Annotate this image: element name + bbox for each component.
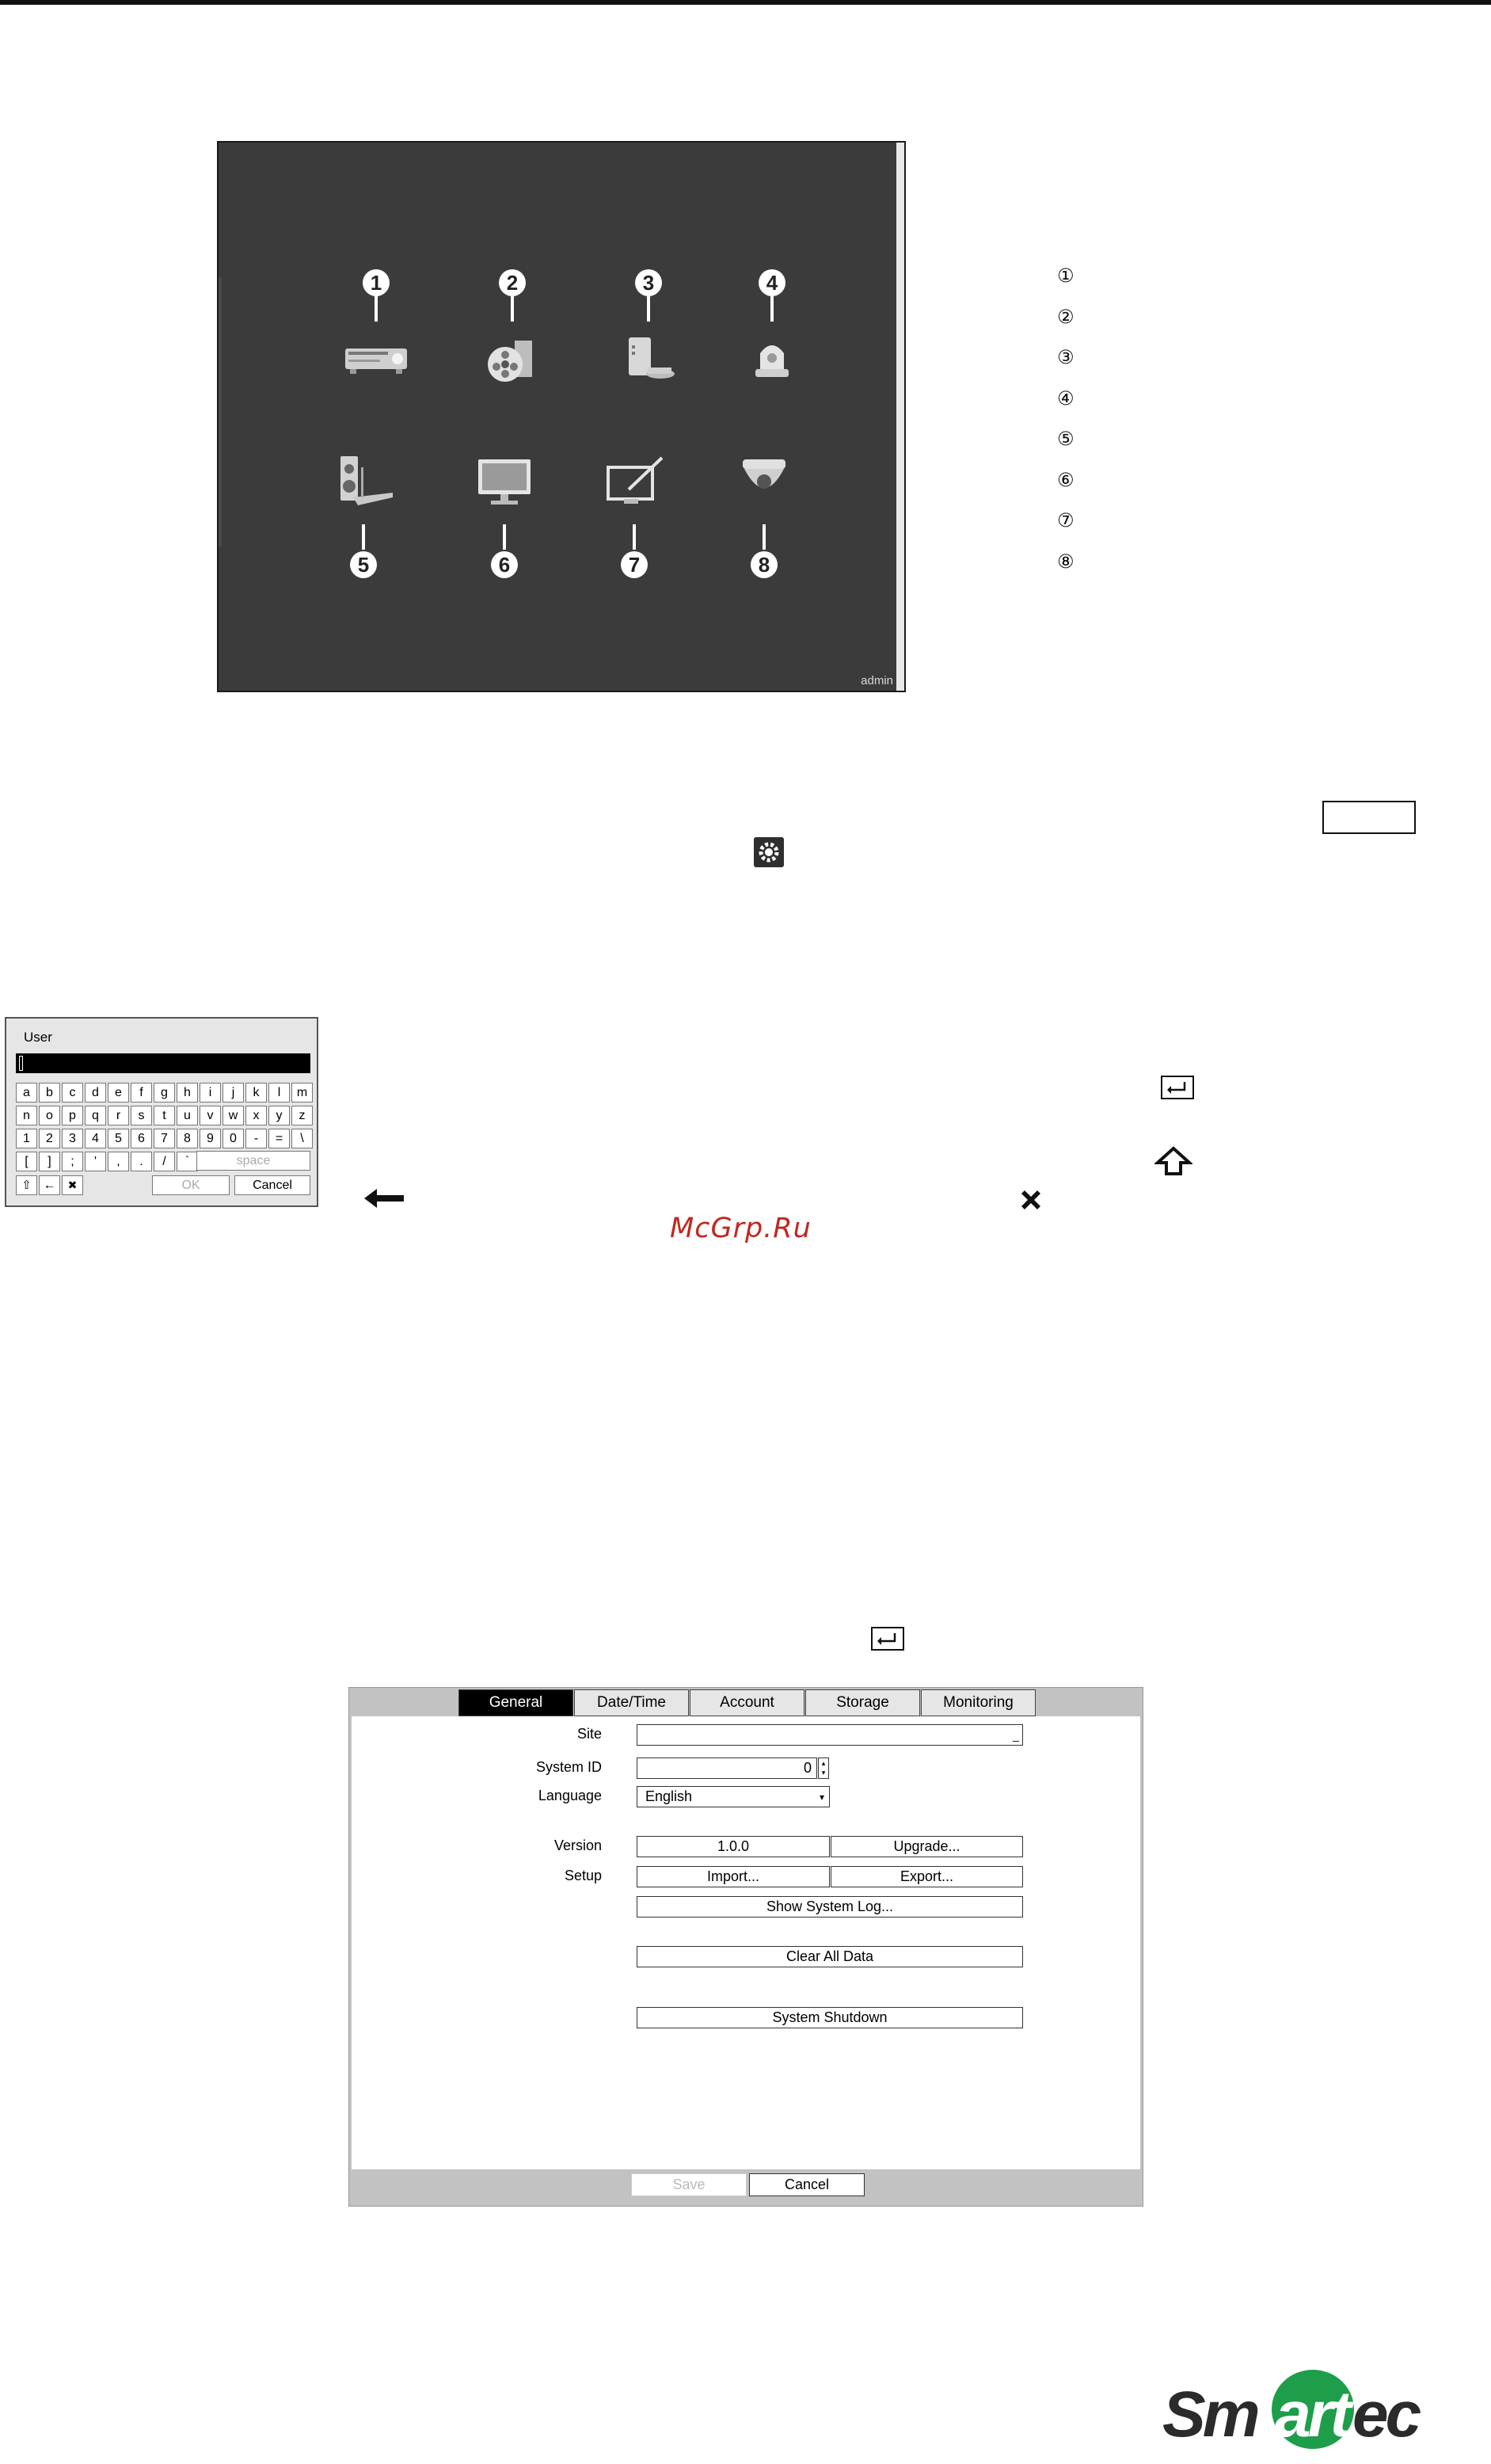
menu-divider: [219, 277, 222, 546]
keyboard-key[interactable]: b: [39, 1083, 60, 1103]
menu-item-display[interactable]: [464, 451, 543, 634]
callout-number: 2: [499, 269, 526, 296]
page-top-rule: [0, 0, 1491, 5]
keyboard-key[interactable]: r: [108, 1106, 129, 1125]
chevron-down-icon: ▾: [819, 1792, 824, 1803]
cancel-button[interactable]: Cancel: [749, 2173, 865, 2196]
keyboard-key[interactable]: x: [245, 1106, 267, 1125]
dvr-icon: [342, 323, 410, 391]
keyboard-key[interactable]: 2: [39, 1129, 60, 1148]
keyboard-key[interactable]: 6: [131, 1129, 152, 1148]
legend-item: ⑦: [1057, 509, 1075, 531]
storage-icon: [614, 323, 683, 391]
callout-number: 5: [350, 551, 377, 578]
tab-general[interactable]: General: [458, 1689, 573, 1716]
keyboard-key[interactable]: ;: [62, 1152, 83, 1171]
legend-item: ②: [1057, 305, 1075, 328]
legend-item: ⑤: [1057, 428, 1075, 450]
siren-icon: [738, 323, 806, 391]
speaker-icon: [329, 451, 397, 520]
smartec-logo: [1156, 2368, 1441, 2455]
menu-item-recording[interactable]: [472, 269, 551, 451]
setup-body: [352, 1716, 1140, 2169]
space-key[interactable]: space: [196, 1151, 310, 1171]
keyboard-key[interactable]: t: [154, 1106, 175, 1125]
callout-line: [503, 524, 506, 550]
menu-scrollbar: [896, 143, 904, 691]
site-label: Site: [576, 1726, 602, 1742]
svg-text:art: art: [1275, 2378, 1348, 2451]
keyboard-key[interactable]: j: [223, 1083, 244, 1103]
shift-arrow-icon: [1154, 1145, 1192, 1177]
system-shutdown-button[interactable]: System Shutdown: [637, 2007, 1023, 2028]
import-button[interactable]: Import...: [637, 1866, 830, 1887]
callout-number: 6: [491, 551, 518, 578]
keyboard-key[interactable]: [: [16, 1152, 37, 1171]
callout-line: [511, 296, 514, 322]
menu-item-system[interactable]: [336, 269, 415, 451]
keyboard-key[interactable]: f: [131, 1083, 152, 1103]
keyboard-key[interactable]: y: [268, 1106, 290, 1125]
callout-line: [770, 296, 774, 322]
keyboard-key[interactable]: 1: [16, 1129, 37, 1148]
language-value: English: [645, 1788, 693, 1804]
monitor-icon: [470, 451, 538, 520]
keyboard-key[interactable]: -: [245, 1129, 267, 1148]
cancel-button[interactable]: Cancel: [234, 1175, 310, 1195]
menu-item-storage[interactable]: [608, 269, 687, 451]
keyboard-key[interactable]: w: [223, 1106, 244, 1125]
keyboard-key[interactable]: =: [268, 1129, 290, 1148]
shift-key[interactable]: ⇧: [16, 1175, 37, 1195]
tablet-pen-icon: [600, 451, 668, 520]
callout-number: 3: [635, 269, 662, 296]
enter-key-icon: [871, 1627, 904, 1651]
system-id-stepper[interactable]: ▴ ▾: [818, 1758, 829, 1779]
keyboard-key[interactable]: s: [131, 1106, 152, 1125]
keyboard-key[interactable]: `: [177, 1152, 198, 1171]
keyboard-key[interactable]: ,: [108, 1152, 129, 1171]
keyboard-key[interactable]: e: [108, 1083, 129, 1103]
show-system-log-button[interactable]: Show System Log...: [637, 1896, 1023, 1918]
keyboard-input-field[interactable]: [16, 1053, 310, 1073]
keyboard-key[interactable]: u: [177, 1106, 198, 1125]
keyboard-key[interactable]: 4: [85, 1129, 106, 1148]
callout-number: 7: [621, 551, 648, 578]
callout-line: [375, 296, 378, 322]
tab-date-time[interactable]: Date/Time: [574, 1689, 689, 1716]
keyboard-key[interactable]: v: [200, 1106, 221, 1125]
legend-item: ④: [1057, 387, 1075, 409]
logged-in-user: admin: [861, 674, 893, 687]
menu-item-camera[interactable]: [724, 451, 803, 634]
keyboard-key[interactable]: d: [85, 1083, 106, 1103]
text-cursor: [19, 1056, 23, 1071]
menu-item-event[interactable]: [732, 269, 811, 451]
tab-monitoring[interactable]: Monitoring: [921, 1689, 1036, 1716]
menu-legend: [1057, 260, 1075, 586]
setup-tabs: [458, 1689, 1036, 1716]
site-ellipsis-icon: _: [1013, 1729, 1019, 1742]
keyboard-key[interactable]: i: [200, 1083, 221, 1103]
dome-camera-icon: [730, 451, 798, 520]
keyboard-title: User: [24, 1030, 52, 1045]
ok-button[interactable]: OK: [152, 1175, 230, 1195]
export-button[interactable]: Export...: [831, 1866, 1023, 1887]
svg-text:ec: ec: [1352, 2378, 1419, 2451]
upgrade-button[interactable]: Upgrade...: [831, 1836, 1023, 1857]
keyboard-key[interactable]: n: [16, 1106, 37, 1125]
tab-storage[interactable]: Storage: [805, 1689, 920, 1716]
legend-item: ①: [1057, 265, 1075, 287]
system-id-input[interactable]: 0: [637, 1758, 817, 1779]
keyboard-key[interactable]: /: [154, 1152, 175, 1171]
keyboard-key[interactable]: z: [291, 1106, 313, 1125]
keyboard-key[interactable]: k: [245, 1083, 267, 1103]
language-select[interactable]: [637, 1786, 830, 1807]
svg-text:Sm: Sm: [1162, 2378, 1257, 2451]
keyboard-key[interactable]: 8: [177, 1129, 198, 1148]
inline-button-frame: [1322, 801, 1416, 834]
menu-item-device[interactable]: [323, 451, 402, 634]
keyboard-key[interactable]: 9: [200, 1129, 221, 1148]
keyboard-key[interactable]: 7: [154, 1129, 175, 1148]
keyboard-key[interactable]: .: [131, 1152, 152, 1171]
setup-gear-icon: [754, 837, 784, 867]
legend-item: ⑧: [1057, 550, 1075, 573]
keyboard-key[interactable]: ': [85, 1152, 106, 1171]
callout-line: [633, 524, 636, 550]
keyboard-key[interactable]: h: [177, 1083, 198, 1103]
version-label: Version: [553, 1838, 602, 1853]
backspace-key[interactable]: ←: [39, 1175, 60, 1195]
callout-line: [647, 296, 650, 322]
clear-all-data-button[interactable]: Clear All Data: [637, 1946, 1023, 1967]
clear-x-icon: [1017, 1186, 1044, 1213]
keyboard-key[interactable]: 5: [108, 1129, 129, 1148]
keyboard-key[interactable]: m: [291, 1083, 313, 1103]
keyboard-key[interactable]: \: [291, 1129, 313, 1148]
callout-line: [362, 524, 365, 550]
keyboard-key[interactable]: p: [62, 1106, 83, 1125]
enter-key-icon: [1161, 1076, 1194, 1099]
keyboard-key[interactable]: c: [62, 1083, 83, 1103]
version-value: 1.0.0: [637, 1836, 830, 1857]
clear-key[interactable]: ✖: [62, 1175, 83, 1195]
keyboard-key[interactable]: a: [16, 1083, 37, 1103]
keyboard-key[interactable]: l: [268, 1083, 290, 1103]
setup-label: Setup: [564, 1868, 602, 1883]
language-label: Language: [538, 1788, 602, 1803]
legend-item: ⑥: [1057, 468, 1075, 491]
general-setup-dialog: [348, 1687, 1143, 2207]
watermark: McGrp.Ru: [670, 1213, 812, 1244]
virtual-keyboard: [5, 1017, 318, 1207]
keyboard-key[interactable]: 3: [62, 1129, 83, 1148]
keyboard-key[interactable]: ]: [39, 1152, 60, 1171]
menu-item-network[interactable]: [594, 451, 673, 634]
keyboard-key[interactable]: g: [154, 1083, 175, 1103]
site-input[interactable]: [637, 1724, 1023, 1746]
callout-number: 8: [751, 551, 778, 578]
callout-number: 4: [759, 269, 785, 296]
keyboard-key[interactable]: 0: [223, 1129, 244, 1148]
keyboard-key[interactable]: q: [85, 1106, 106, 1125]
save-button[interactable]: Save: [631, 2173, 747, 2196]
keyboard-key[interactable]: o: [39, 1106, 60, 1125]
backspace-arrow-icon: [363, 1186, 405, 1210]
callout-line: [763, 524, 766, 550]
legend-item: ③: [1057, 346, 1075, 368]
film-reel-icon: [478, 323, 546, 391]
tab-account[interactable]: Account: [690, 1689, 804, 1716]
main-menu-screenshot: [217, 141, 906, 692]
system-id-label: System ID: [535, 1759, 602, 1775]
callout-number: 1: [363, 269, 390, 296]
